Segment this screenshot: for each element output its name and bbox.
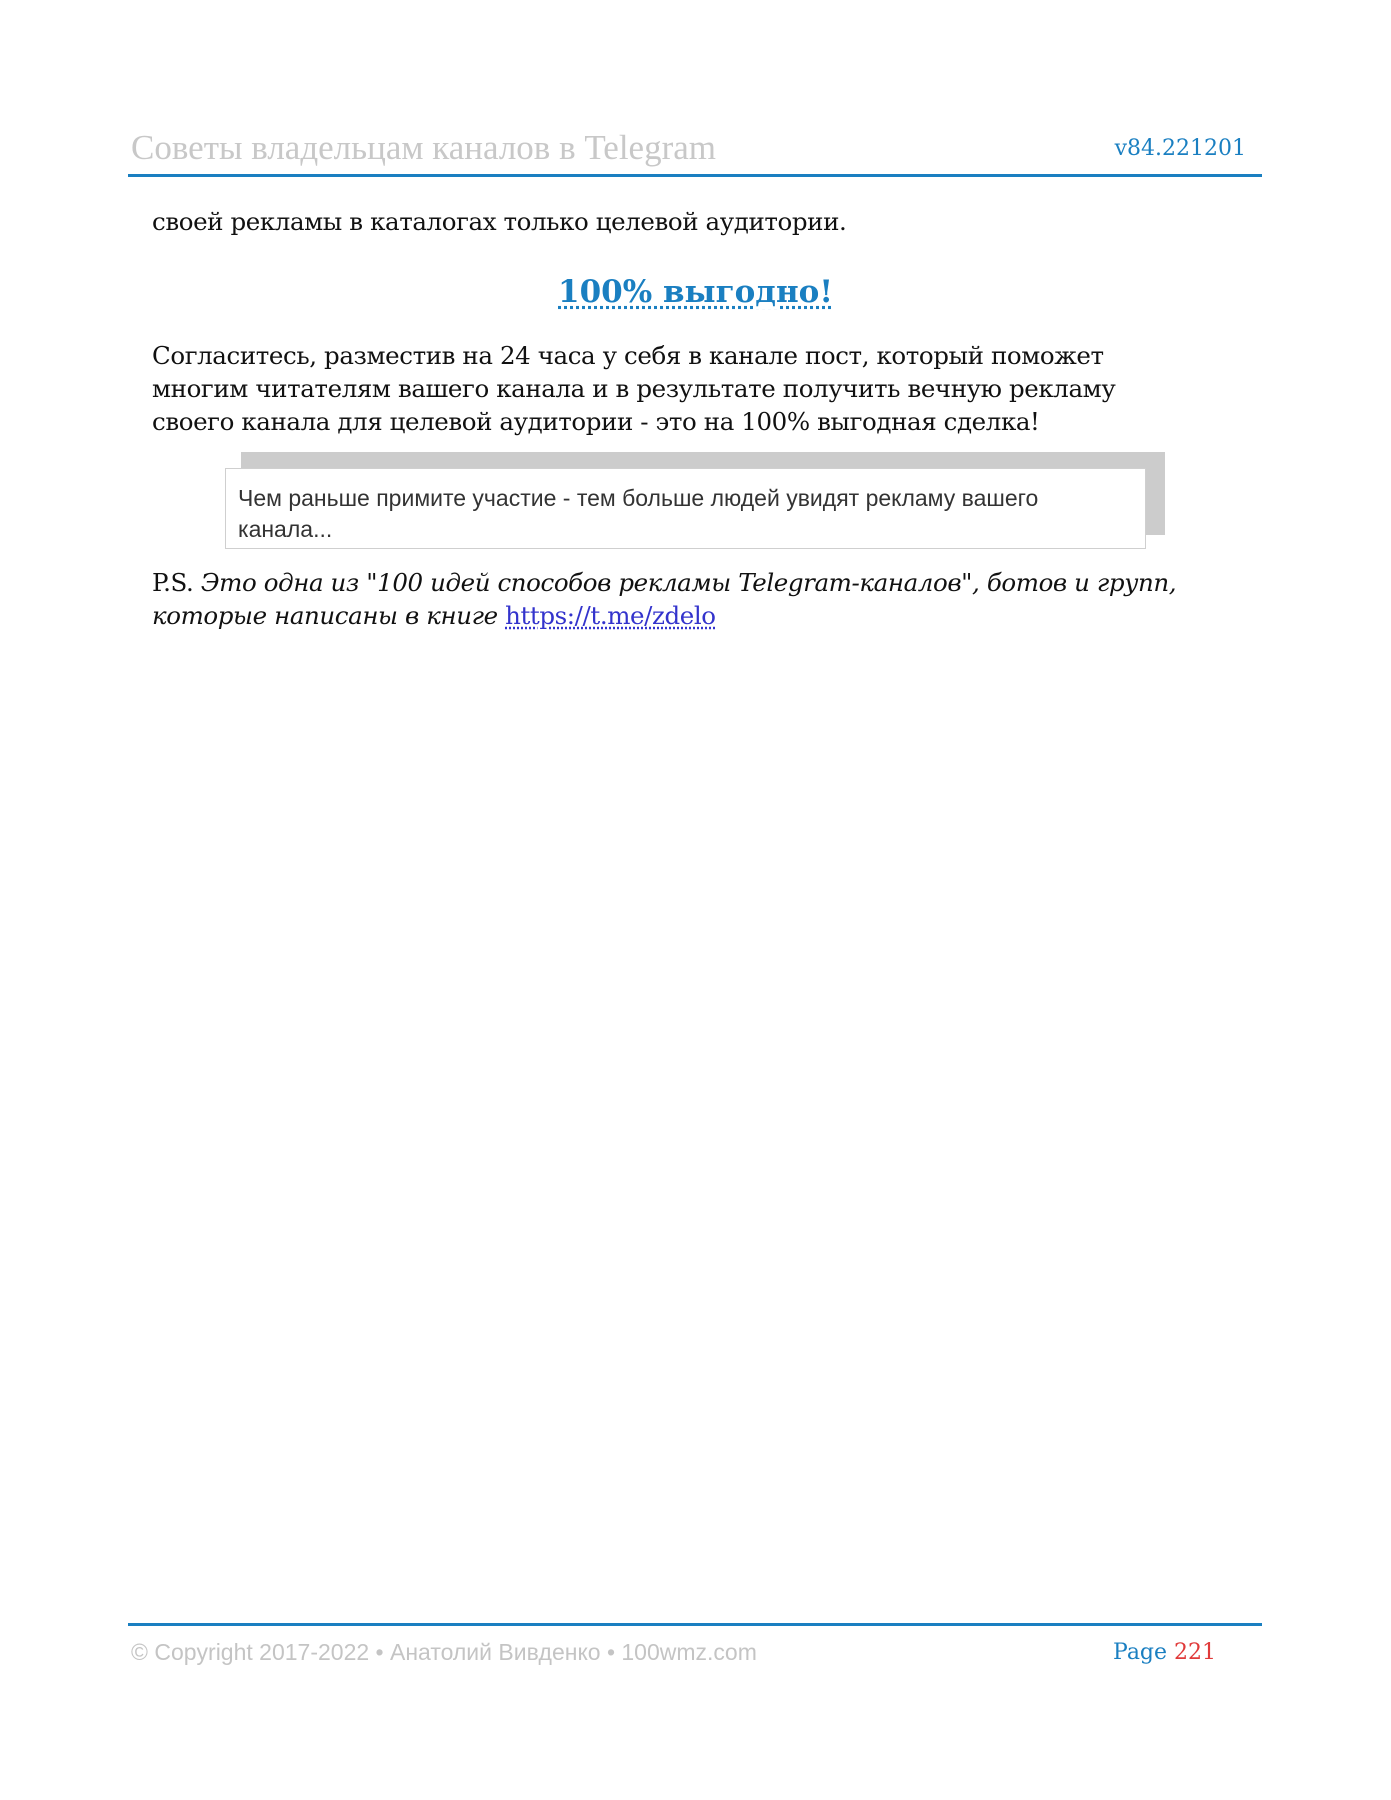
book-link[interactable]: https://t.me/zdelo [505,601,716,630]
footer-divider [128,1623,1262,1626]
ps-paragraph [152,566,1202,632]
header-divider [128,174,1262,177]
ps-prefix: P.S. [152,568,194,597]
page-indicator [1113,1640,1216,1665]
ps-text: Это одна из "100 идей способов рекламы Telegram-каналов", ботов и групп, которые написаны в книге [152,568,1177,630]
document-title: Советы владельцам каналов в Telegram [131,128,717,167]
section-heading[interactable] [0,274,1391,310]
intro-text: своей рекламы в каталогах только целевой аудитории. [152,207,847,236]
quote-text: Чем раньше примите участие - тем больше людей увидят рекламу вашего канала... [238,485,1039,542]
page-number: 221 [1174,1640,1217,1665]
section-heading-link[interactable]: 100% выгодно! [558,274,833,310]
version-label: v84.221201 [1114,136,1246,161]
body-paragraph: Согласитесь, разместив на 24 часа у себя в канале пост, который поможет многим читателям вашего канала и в результате получить вечную рекламу своего канала для целевой аудитории - это на 100% выгодная сделка! [152,341,1116,436]
page-label: Page [1113,1640,1168,1665]
copyright-text: © Copyright 2017-2022 • Анатолий Вивденко • 100wmz.com [131,1639,757,1665]
quote-box [225,468,1146,549]
